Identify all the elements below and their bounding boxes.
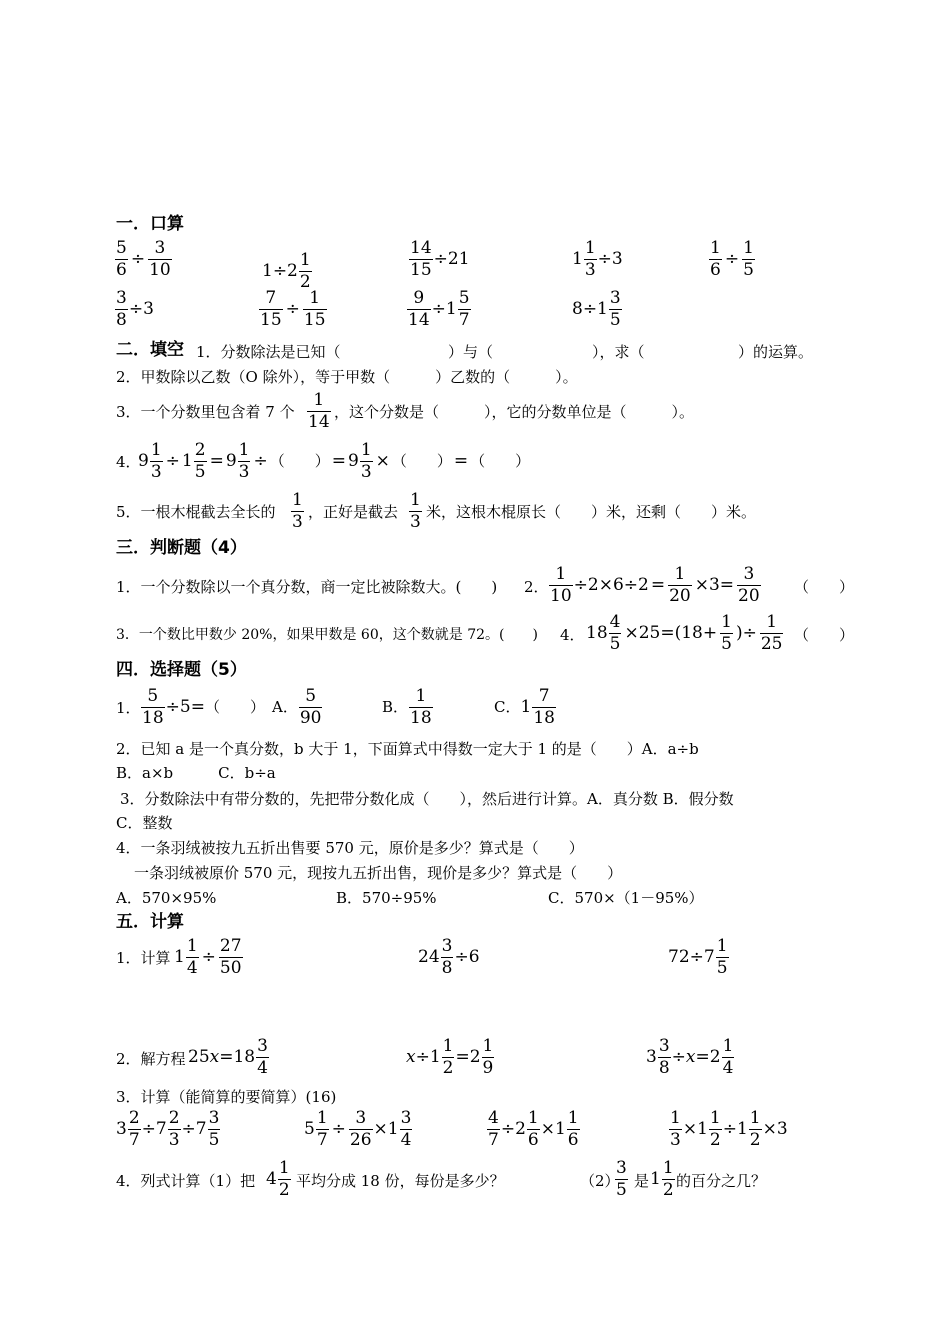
section-5-title: 五．计算 [116, 912, 184, 932]
mental-math-item: $\frac{9}{14}$ ÷1 $\frac{5}{7}$ [408, 288, 470, 330]
q1-text: ）的运算。 [738, 343, 814, 361]
section-1-title: 一．口算 [116, 214, 184, 234]
calc-expr: 5 $\frac{1}{7}$ ÷ $\frac{3}{26}$ ×1 $\frac{3}{4}$ [304, 1108, 412, 1150]
fraction: $\frac{3}{5}$ [616, 1158, 627, 1200]
judge-q4-label: 4． [560, 626, 585, 644]
calc-q4-part2: （2） [580, 1172, 620, 1190]
mental-math-item: 1 $\frac{1}{3}$ ÷3 [572, 238, 623, 280]
option-a: A． $\frac{5}{90}$ [272, 686, 322, 728]
mental-math-item: $\frac{1}{6}$ ÷ $\frac{1}{5}$ [710, 238, 754, 280]
q3-text: 3．一个分数里包含着 7 个 [116, 403, 295, 421]
calc-q3-label: 3．计算（能简算的要简算）(16) [116, 1088, 337, 1106]
judge-q1: 1．一个分数除以一个真分数，商一定比被除数大。( ) [116, 578, 498, 596]
calc-expr: 1 $\frac{1}{4}$ ÷ $\frac{27}{50}$ [174, 936, 242, 978]
equation: 3 $\frac{3}{8}$ ÷x=2 $\frac{1}{4}$ [646, 1036, 734, 1078]
judge-q2-label: 2． [524, 578, 549, 596]
choice-q3-line2: C．整数 [116, 814, 173, 832]
judge-q4-equation: 18 $\frac{4}{5}$ ×25=(18+ $\frac{1}{5}$ )÷ $\frac{1}{25}$ [586, 612, 783, 654]
option-c: C．570×（1－95%） [548, 889, 704, 907]
equation: 9 $\frac{1}{3}$ ÷ 1 $\frac{2}{5}$ = 9 $\frac{1}{3}$ ÷ （ ） = 9 $\frac{1}{3}$ × （ ） = （ ） [138, 440, 531, 482]
q3-text: ，这个分数是（ ），它的分数单位是（ ）。 [334, 403, 695, 421]
q5-text: 米，这根木棍原长（ ）米，还剩（ ）米。 [426, 503, 757, 521]
blank: （ ） [391, 452, 452, 470]
fraction: $\frac{1}{3}$ [292, 490, 303, 532]
mental-math-item: $\frac{3}{8}$ ÷3 [116, 288, 154, 330]
q5-text: 5．一根木棍截去全长的 [116, 503, 276, 521]
choice-q1-label: 1． [116, 699, 141, 717]
mental-math-item: 8÷1 $\frac{3}{5}$ [572, 288, 621, 330]
choice-q4-line1: 4．一条羽绒被按九五折出售要 570 元，原价是多少？算式是（ ） [116, 839, 584, 857]
calc-q2-label: 2．解方程 [116, 1050, 186, 1068]
calc-expr: $\frac{1}{3}$ ×1 $\frac{1}{2}$ ÷1 $\frac{1}{2}$ ×3 [670, 1108, 788, 1150]
option-b: B．570÷95% [336, 889, 437, 907]
q1-text: ）与（ [448, 343, 494, 361]
q1-text: ），求（ [592, 343, 645, 361]
calc-expr: 24 $\frac{3}{8}$ ÷6 [418, 936, 480, 978]
mental-math-item: $\frac{5}{6}$ ÷ $\frac{3}{10}$ [116, 238, 171, 280]
q5-text: ，正好是截去 [308, 503, 399, 521]
choice-q1-expr: $\frac{5}{18}$ ÷5=（ ） [142, 686, 265, 728]
calc-q1-label: 1．计算 [116, 949, 171, 967]
choice-q2-line1: 2．已知 a 是一个真分数，b 大于 1，下面算式中得数一定大于 1 的是（ ）A．a÷b [116, 740, 699, 758]
blank: （ ） [204, 698, 265, 716]
option-a: A．570×95% [116, 889, 217, 907]
mental-math-item: $\frac{14}{15}$ ÷21 [410, 238, 470, 280]
equation: x÷1 $\frac{1}{2}$ =2 $\frac{1}{9}$ [406, 1036, 494, 1078]
q4-label: 4． [116, 453, 141, 471]
mixed-number: 4 $\frac{1}{2}$ [266, 1158, 290, 1200]
equation: 25x=18 $\frac{3}{4}$ [188, 1036, 268, 1078]
q1-text: 1．分数除法是已知（ [196, 343, 341, 361]
judge-q3: 3．一个数比甲数少 20%，如果甲数是 60，这个数就是 72。( ) [116, 627, 538, 643]
fraction: $\frac{1}{14}$ [308, 390, 330, 432]
calc-q4-text: 平均分成 18 份，每份是多少？ [296, 1172, 505, 1190]
judge-q2-blank: （ ） [794, 578, 855, 596]
option-c: C．1 $\frac{7}{18}$ [494, 686, 555, 728]
calc-q4-label: 4．列式计算（1）把 [116, 1172, 256, 1190]
choice-q3-line1: 3．分数除法中有带分数的，先把带分数化成（ ），然后进行计算。A．真分数 B．假分数 [120, 790, 734, 808]
mixed-number: 1 $\frac{1}{2}$ [650, 1158, 674, 1200]
section-2-title: 二．填空 [116, 340, 184, 360]
choice-q4-line2: 一条羽绒被原价 570 元，现按九五折出售，现价是多少？算式是（ ） [134, 864, 623, 882]
choice-q2-line2: B．a×b C．b÷a [116, 764, 276, 782]
judge-q4-blank: （ ） [794, 626, 855, 644]
calc-q4-text: 是 [634, 1172, 650, 1190]
section-4-title: 四．选择题（5） [116, 660, 247, 680]
fill-blank-q2: 2．甲数除以乙数（O 除外），等于甲数（ ）乙数的（ ）。 [116, 368, 578, 386]
calc-q4-text: 的百分之几？ [676, 1172, 767, 1190]
judge-q2-equation: $\frac{1}{10}$ ÷2×6÷2 = $\frac{1}{20}$ ×3= $\frac{3}{20}$ [550, 564, 760, 606]
mental-math-item: 1÷2 $\frac{1}{2}$ [262, 250, 311, 292]
calc-expr: $\frac{4}{7}$ ÷2 $\frac{1}{6}$ ×1 $\frac{1}{6}$ [488, 1108, 579, 1150]
blank: （ ） [269, 452, 330, 470]
calc-expr: 72÷7 $\frac{1}{5}$ [668, 936, 728, 978]
option-b: B． $\frac{1}{18}$ [382, 686, 432, 728]
mental-math-item: $\frac{7}{15}$ ÷ $\frac{1}{15}$ [260, 288, 326, 330]
blank: （ ） [470, 452, 531, 470]
section-3-title: 三．判断题（4） [116, 538, 247, 558]
fraction: $\frac{1}{3}$ [410, 490, 421, 532]
calc-expr: 3 $\frac{2}{7}$ ÷7 $\frac{2}{3}$ ÷7 $\frac{3}{5}$ [116, 1108, 220, 1150]
